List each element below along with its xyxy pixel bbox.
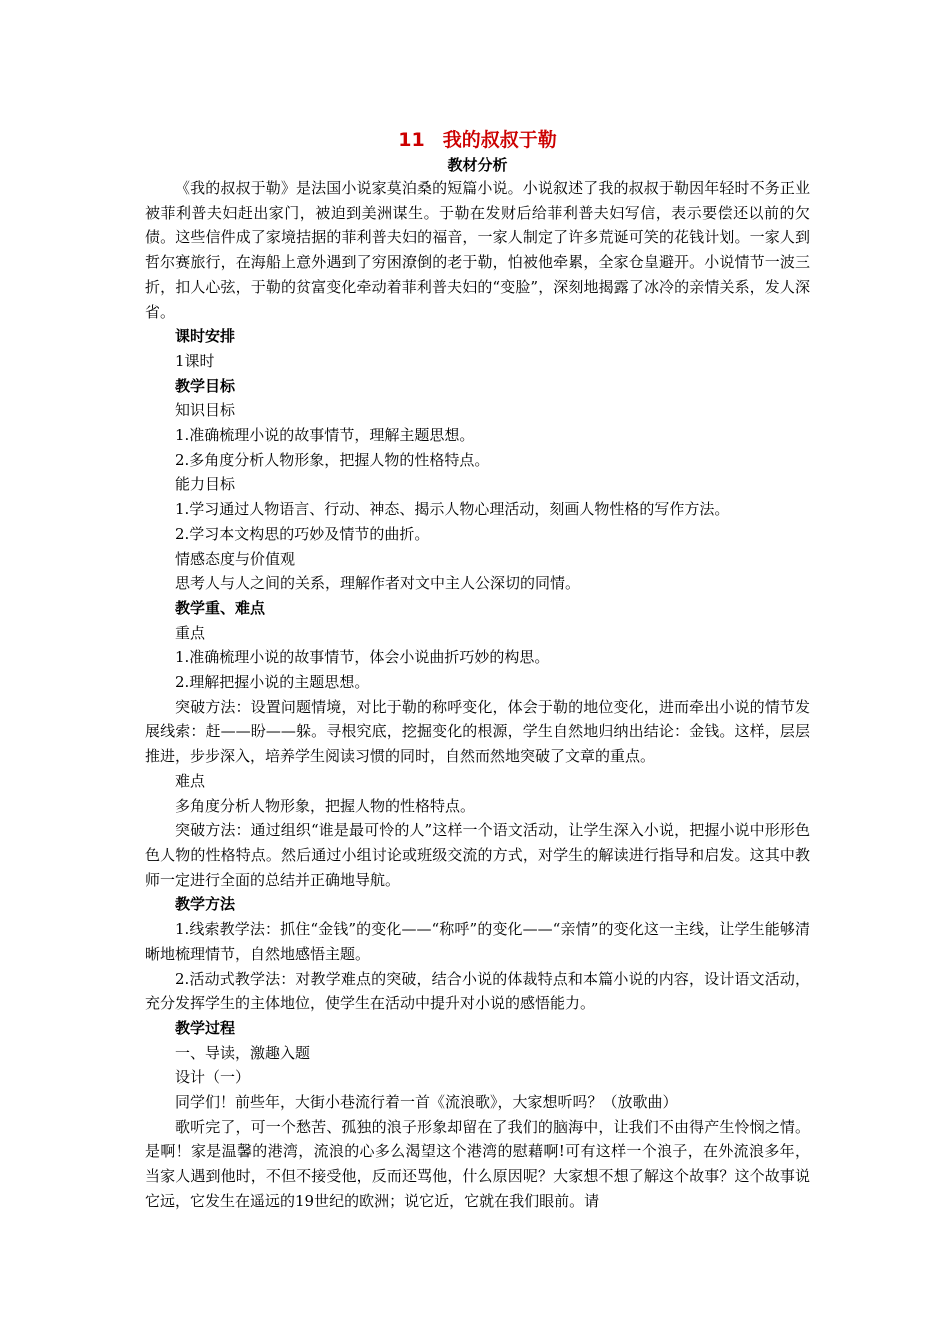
paragraph: 思考人与人之间的关系，理解作者对文中主人公深切的同情。 (175, 574, 581, 593)
subheading: 能力目标 (175, 475, 236, 494)
list-item: 2.理解把握小说的主题思想。 (175, 673, 370, 692)
document-page (145, 126, 810, 1214)
list-item: 1.准确梳理小说的故事情节，体会小说曲折巧妙的构思。 (175, 648, 550, 667)
list-item: 2.学习本文构思的巧妙及情节的曲折。 (175, 524, 430, 543)
intro-paragraph: 《我的叔叔于勒》是法国小说家莫泊桑的短篇小说。小说叙述了我的叔叔于勒因年轻时不务正业被菲利普夫妇赶出家门，被迫到美洲谋生。于勒在发财后给菲利普夫妇写信，表示要偿还以前的欠债。这些信件成了家境拮据的菲利普夫妇的福音，一家人制定了许多荒诞可笑的花钱计划。一家人到哲尔赛旅行，在海船上意外遇到了穷困潦倒的老于勒，怕被他牵累，全家仓皇避开。小说情节一波三折，扣人心弦，于勒的贫富变化牵动着菲利普夫妇的“变脸”，深刻地揭露了冰冷的亲情关系，发人深省。 (145, 179, 810, 321)
list-item: 1.准确梳理小说的故事情节，理解主题思想。 (175, 426, 475, 445)
section-heading-schedule: 课时安排 (175, 327, 236, 346)
paragraph: 突破方法：通过组织“谁是最可怜的人”这样一个语文活动，让学生深入小说，把握小说中形形色色人物的性格特点。然后通过小组讨论或班级交流的方式，对学生的解读进行指导和启发。这其中教师一定进行全面的总结并正确地导航。 (145, 821, 810, 889)
subheading: 一、导读，激趣入题 (175, 1043, 311, 1062)
subheading: 知识目标 (175, 401, 236, 420)
section-heading-textbook-analysis: 教材分析 (447, 156, 508, 174)
section-heading-key-points: 教学重、难点 (175, 598, 266, 617)
lesson-number: 11 (398, 129, 425, 151)
lesson-title (145, 126, 810, 154)
subheading: 情感态度与价值观 (175, 549, 296, 568)
section-heading-methods: 教学方法 (175, 895, 236, 914)
paragraph: 歌听完了，可一个愁苦、孤独的浪子形象却留在了我们的脑海中，让我们不由得产生怜悯之情。是啊！家是温馨的港湾，流浪的心多么渴望这个港湾的慰藉啊!可有这样一个浪子，在外流浪多年，当家人遇到他时，不但不接受他，反而还骂他，什么原因呢？大家想不想了解这个故事？这个故事说它远，它发生在遥远的19世纪的欧洲；说它近，它就在我们眼前。请 (145, 1117, 810, 1210)
section-heading-objectives: 教学目标 (175, 376, 236, 395)
paragraph: 突破方法：设置问题情境，对比于勒的称呼变化，体会于勒的地位变化，进而牵出小说的情节发展线索：赶——盼——躲。寻根究底，挖掘变化的根源，学生自然地归纳出结论：金钱。这样，层层推进，步步深入，培养学生阅读习惯的同时，自然而然地突破了文章的重点。 (145, 697, 810, 766)
lesson-title-text: 我的叔叔于勒 (442, 129, 557, 151)
list-item: 2.活动式教学法：对教学难点的突破，结合小说的体裁特点和本篇小说的内容，设计语文活动，充分发挥学生的主体地位，使学生在活动中提升对小说的感悟能力。 (145, 969, 810, 1013)
list-item: 2.多角度分析人物形象，把握人物的性格特点。 (175, 450, 490, 469)
subheading: 重点 (175, 623, 206, 642)
paragraph: 多角度分析人物形象，把握人物的性格特点。 (175, 796, 476, 815)
paragraph: 同学们！前些年，大街小巷流行着一首《流浪歌》，大家想听吗？（放歌曲） (175, 1093, 678, 1112)
subheading: 难点 (175, 771, 206, 790)
list-item: 1.线索教学法：抓住“金钱”的变化——“称呼”的变化——“亲情”的变化这一主线，让学生能够清晰地梳理情节，自然地感悟主题。 (145, 920, 810, 963)
list-item: 1.学习通过人物语言、行动、神态、揭示人物心理活动，刻画人物性格的写作方法。 (175, 500, 730, 519)
section-heading-process: 教学过程 (175, 1018, 236, 1037)
subheading: 设计（一） (175, 1068, 251, 1087)
paragraph: 1课时 (175, 351, 215, 370)
